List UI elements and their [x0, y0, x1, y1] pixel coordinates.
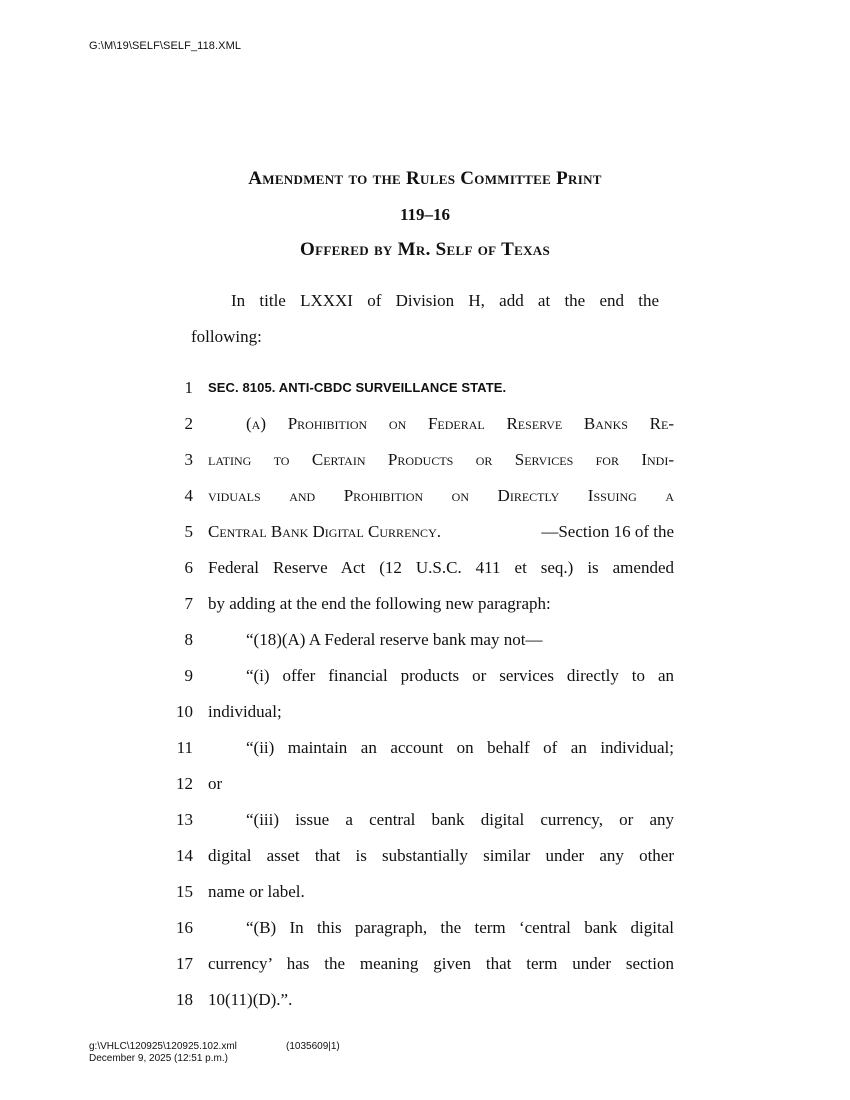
line-6 [0, 558, 850, 580]
line-8 [0, 630, 850, 652]
line-text: “(18)(A) A Federal reserve bank may not— [246, 630, 543, 649]
line-5 [0, 522, 850, 544]
section-reference-text: —Section 16 of the [541, 522, 674, 541]
line-text: “(ii) maintain an account on behalf of an individual; [246, 738, 674, 757]
line-text [208, 522, 674, 542]
line-number: 8 [184, 630, 193, 649]
line-13 [0, 810, 850, 832]
line-number: 16 [176, 918, 193, 937]
line-2 [0, 414, 850, 436]
line-number: 5 [184, 522, 193, 541]
line-number: 2 [184, 414, 193, 433]
line-4 [0, 486, 850, 508]
line-text: digital asset that is substantially similar under any other [208, 846, 674, 865]
line-text: viduals and Prohibition on Directly Issuing a [208, 486, 674, 505]
line-text: lating to Certain Products or Services for Indi- [208, 450, 674, 469]
line-text: Federal Reserve Act (12 U.S.C. 411 et seq.) is amended [208, 558, 674, 577]
line-number: 11 [176, 738, 193, 757]
line-number: 10 [176, 702, 193, 721]
subsection-heading-end: Central Bank Digital Currency. [208, 522, 441, 541]
line-number: 13 [176, 810, 193, 829]
line-text: individual; [208, 702, 282, 721]
line-15 [0, 882, 850, 904]
line-text: name or label. [208, 882, 305, 901]
file-path-header: G:\M\19\SELF\SELF_118.XML [89, 40, 242, 52]
line-3 [0, 450, 850, 472]
section-heading: SEC. 8105. ANTI-CBDC SURVEILLANCE STATE. [208, 380, 507, 395]
footer-document-code: (1035609|1) [286, 1041, 340, 1052]
footer-date: December 9, 2025 (12:51 p.m.) [89, 1053, 228, 1064]
line-10 [0, 702, 850, 724]
footer-file-info [89, 1041, 237, 1065]
line-text: 10(11)(D).”. [208, 990, 293, 1009]
line-text: currency’ has the meaning given that term under section [208, 954, 674, 973]
line-text: or [208, 774, 223, 793]
intro-line-2: following: [191, 327, 262, 346]
line-number: 6 [184, 558, 193, 577]
line-text: “(i) offer financial products or services directly to an [246, 666, 674, 685]
line-9 [0, 666, 850, 688]
line-18 [0, 990, 850, 1012]
line-7 [0, 594, 850, 616]
line-17 [0, 954, 850, 976]
line-12 [0, 774, 850, 796]
footer-path: g:\VHLC\120925\120925.102.xml [89, 1041, 237, 1052]
line-16 [0, 918, 850, 940]
line-text: “(iii) issue a central bank digital currency, or any [246, 810, 674, 829]
line-1 [0, 378, 850, 400]
line-14 [0, 846, 850, 868]
intro-line-1: In title LXXXI of Division H, add at the end the [231, 291, 659, 310]
line-text: by adding at the end the following new paragraph: [208, 594, 551, 613]
line-number: 17 [176, 954, 193, 973]
line-text: “(B) In this paragraph, the term ‘central bank digital [246, 918, 674, 937]
print-number: 119–16 [399, 205, 451, 224]
amendment-title: Amendment to the Rules Committee Print [248, 168, 602, 189]
line-number: 4 [184, 486, 193, 505]
offered-by-title: Offered by Mr. Self of Texas [300, 239, 550, 260]
line-text: (a) Prohibition on Federal Reserve Banks Re- [246, 414, 674, 433]
line-number: 12 [176, 774, 193, 793]
line-number: 3 [184, 450, 193, 469]
intro-paragraph [191, 283, 659, 355]
line-number: 1 [184, 378, 193, 397]
line-number: 15 [176, 882, 193, 901]
line-number: 18 [176, 990, 193, 1009]
line-number: 9 [184, 666, 193, 685]
line-11 [0, 738, 850, 760]
line-number: 14 [176, 846, 193, 865]
line-number: 7 [184, 594, 193, 613]
